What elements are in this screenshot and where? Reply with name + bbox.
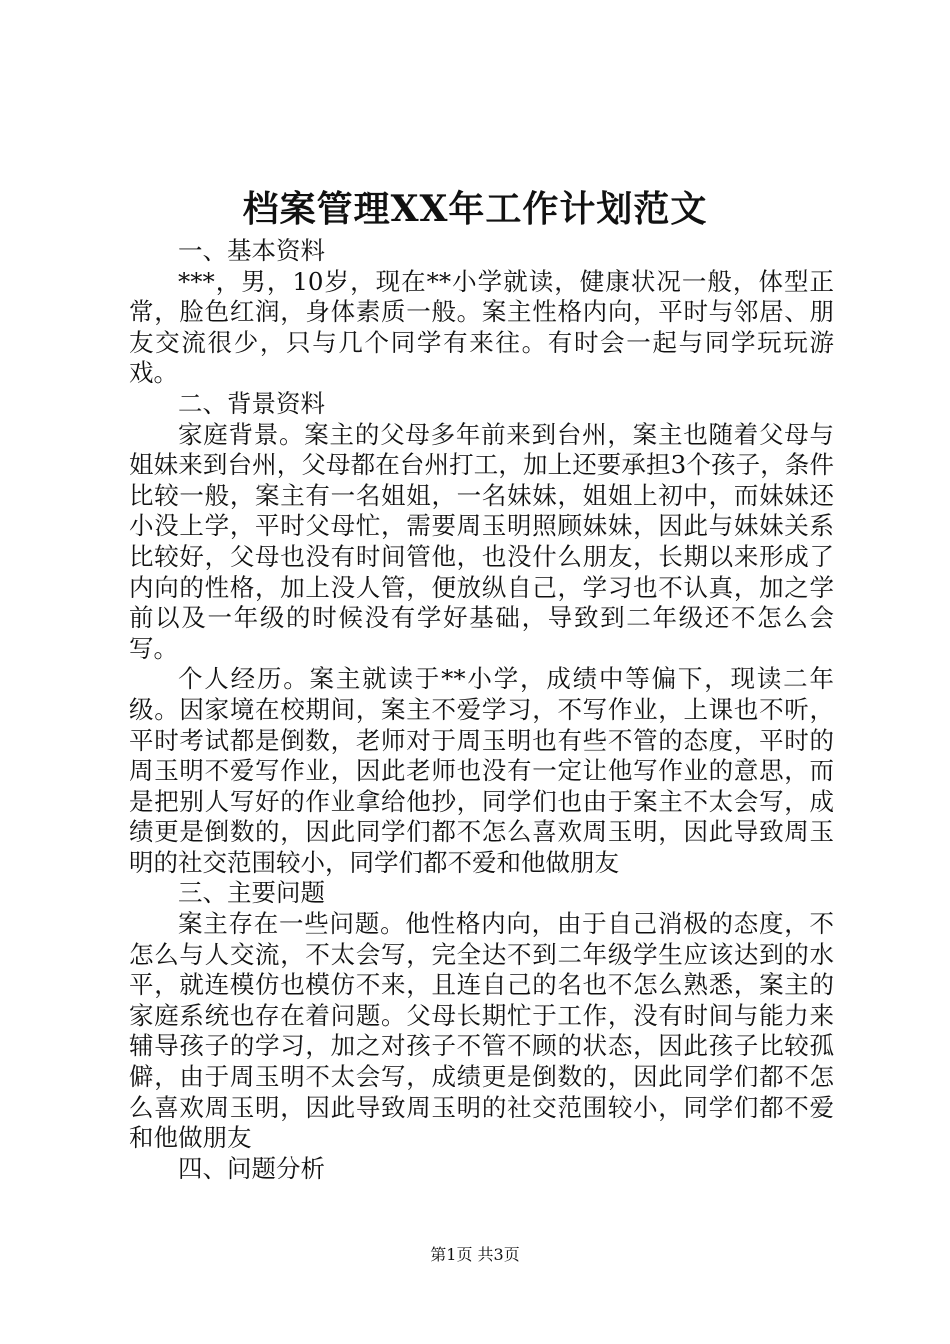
section-heading-problem-analysis: 四、问题分析	[178, 1153, 325, 1183]
page-number-footer: 第1页 共3页	[430, 1245, 520, 1264]
document-body	[129, 236, 834, 1184]
paragraph-personal-history: 个人经历。案主就读于**小学，成绩中等偏下，现读二年级。因家境在校期间，案主不爱学习，不写作业，上课也不听，平时考试都是倒数，老师对于周玉明也有些不管的态度，平时的周玉明不爱写作业，因此老师也没有一定让他写作业的意思，而是把别人写好的作业拿给他抄，同学们也由于案主不太会写，成绩更是倒数的，因此同学们都不怎么喜欢周玉明，因此导致周玉明的社交范围较小，同学们都不爱和他做朋友	[129, 664, 834, 877]
paragraph-family-background: 家庭背景。案主的父母多年前来到台州，案主也随着父母与姐妹来到台州，父母都在台州打工，加上还要承担3个孩子，条件比较一般，案主有一名姐姐，一名妹妹，姐姐上初中，而妹妹还小没上学，平时父母忙，需要周玉明照顾妹妹，因此与妹妹关系比较好，父母也没有时间管他，也没什么朋友，长期以来形成了内向的性格，加上没人管，便放纵自己，学习也不认真，加之学前以及一年级的时候没有学好基础，导致到二年级还不怎么会写。	[129, 419, 834, 663]
section-heading-background: 二、背景资料	[178, 388, 325, 418]
paragraph-basic-info: ***，男，10岁，现在**小学就读，健康状况一般，体型正常，脸色红润，身体素质一般。案主性格内向，平时与邻居、朋友交流很少，只与几个同学有来往。有时会一起与同学玩玩游戏。	[129, 266, 834, 388]
paragraph-main-problems: 案主存在一些问题。他性格内向，由于自己消极的态度，不怎么与人交流，不太会写，完全达不到二年级学生应该达到的水平，就连模仿也模仿不来，且连自己的名也不怎么熟悉，案主的家庭系统也存在着问题。父母长期忙于工作，没有时间与能力来辅导孩子的学习，加之对孩子不管不顾的状态，因此孩子比较孤僻，由于周玉明不太会写，成绩更是倒数的，因此同学们都不怎么喜欢周玉明，因此导致周玉明的社交范围较小，同学们都不爱和他做朋友	[129, 909, 834, 1153]
document-title: 档案管理XX年工作计划范文	[242, 188, 708, 230]
section-heading-main-problems: 三、主要问题	[178, 878, 325, 908]
section-heading-basic-info: 一、基本资料	[178, 236, 325, 265]
